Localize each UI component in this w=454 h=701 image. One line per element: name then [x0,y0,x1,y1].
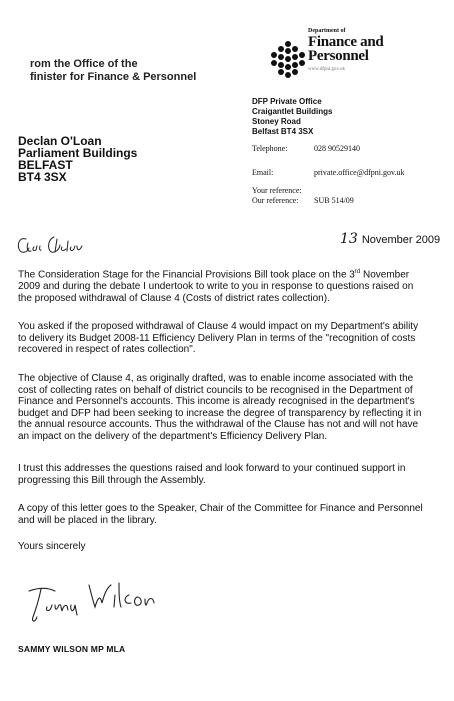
office-address-line-4: Belfast BT4 3SX [252,127,314,136]
signatory-name: SAMMY WILSON MP MLA [18,644,126,654]
department-crest-icon [268,40,308,80]
paragraph-5: A copy of this letter goes to the Speaker, Chair of the Committee for Finance and Personnel and will be placed in the library. [18,503,423,526]
telephone-label: Telephone: [252,144,288,153]
paragraph-1-part-1: The Consideration Stage for the Financial Provisions Bill took place on the 3 [18,269,355,281]
recipient-line-4: BT4 3SX [18,170,67,184]
signature [25,577,160,627]
department-label: Department of [308,28,346,34]
email-value: private.office@dfpni.gov.uk [314,168,405,177]
department-name-line-1: Finance and [308,34,384,50]
date-day: 13 [340,231,358,247]
recipient-line-3: BELFAST [18,158,73,172]
paragraph-4: I trust this addresses the questions raised and look forward to your continued support in progressing this Bill through the Assembly. [18,463,406,486]
office-address-line-1: DFP Private Office [252,97,322,106]
email-label: Email: [252,168,274,177]
our-reference-label: Our reference: [252,196,299,205]
office-address-line-2: Craigantlet Buildings [252,107,333,116]
paragraph-1-superscript: rd [354,269,361,275]
office-address-line-3: Stoney Road [252,117,301,126]
department-website: www.dfpni.gov.uk [308,67,345,72]
sender-line-1: rom the Office of the [30,58,138,70]
sender-office [30,58,196,84]
paragraph-2: You asked if the proposed withdrawal of Clause 4 would impact on my Department's ability to delivery its Budget 2008-11 Efficiency Delivery Plan in terms of the "recognition of costs recovered in respect of rates collection". [18,321,419,356]
paragraph-3: The objective of Clause 4, as originally drafted, was to enable income associated with the cost of collecting rates on behalf of district councils to be recognised in the Department of Finance and Personnel's accounts. This income is already recognised in the department's budget and DFP had been seeking to increase the degree of transparency by reflecting it in the annual resource accounts. Thus the withdrawal of the Clause has not and will not have an impact on the delivery of the department's Efficiency Delivery Plan. [18,373,422,442]
department-name-line-2: Personnel [308,48,369,64]
handwritten-salutation [14,233,94,259]
letter-date [340,231,440,247]
paragraph-1 [18,267,428,304]
recipient-address [18,135,137,183]
date-month-year: November 2009 [361,234,441,246]
recipient-line-2: Parliament Buildings [18,146,138,160]
sender-line-2: finister for Finance & Personnel [30,71,197,83]
our-reference-value: SUB 514/09 [314,196,354,205]
your-reference-label: Your reference: [252,186,302,195]
office-address [252,97,332,137]
telephone-value: 028 90529140 [314,144,360,153]
recipient-name: Declan O'Loan [18,134,102,148]
paragraph-1-part-2: November 2009 and during the debate I undertook to write to you in response to questions raised on the proposed withdrawal of Clause 4 (Costs of district rates collection). [18,269,414,304]
department-name [308,28,383,72]
closing: Yours sincerely [18,541,86,552]
